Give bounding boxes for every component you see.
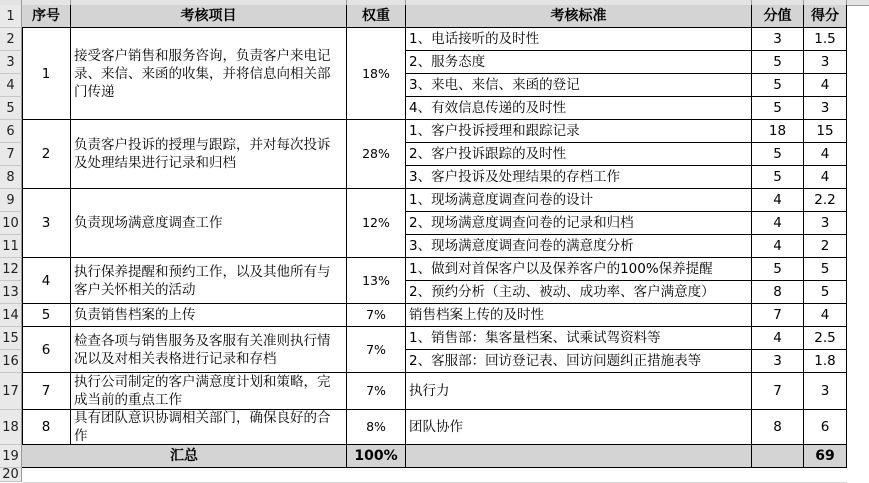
- row-header[interactable]: 13: [0, 281, 22, 304]
- criterion-got[interactable]: 4: [804, 74, 847, 97]
- criterion-standard[interactable]: 2、客服部：回访登记表、回访问题纠正措施表等: [406, 350, 752, 373]
- criterion-standard[interactable]: 3、来电、来信、来函的登记: [406, 74, 752, 97]
- criterion-standard[interactable]: 1、客户投诉授理和跟踪记录: [406, 120, 752, 143]
- group-item[interactable]: 负责销售档案的上传: [71, 304, 347, 327]
- criterion-got[interactable]: 2: [804, 235, 847, 258]
- group-item[interactable]: 负责客户投诉的授理与跟踪，并对每次投诉及处理结果进行记录和归档: [71, 120, 347, 189]
- row-header[interactable]: 19: [0, 445, 22, 468]
- criterion-got[interactable]: 15: [804, 120, 847, 143]
- group-weight[interactable]: 18%: [347, 28, 406, 120]
- criterion-standard[interactable]: 2、预约分析（主动、被动、成功率、客户满意度）: [406, 281, 752, 304]
- row-header[interactable]: 4: [0, 74, 22, 97]
- criterion-score[interactable]: 7: [752, 373, 804, 410]
- criterion-standard[interactable]: 1、做到对首保客户以及保养客户的100%保养提醒: [406, 258, 752, 281]
- group-item[interactable]: 具有团队意识协调相关部门，确保良好的合作: [71, 410, 347, 445]
- criterion-got[interactable]: 3: [804, 373, 847, 410]
- header-score[interactable]: 分值: [752, 5, 804, 28]
- column-header-divider: [405, 0, 406, 5]
- criterion-got[interactable]: 5: [804, 281, 847, 304]
- criterion-score[interactable]: 5: [752, 258, 804, 281]
- criterion-score[interactable]: 5: [752, 97, 804, 120]
- criterion-standard[interactable]: 2、服务态度: [406, 51, 752, 74]
- row-header[interactable]: 18: [0, 410, 22, 445]
- criterion-score[interactable]: 4: [752, 189, 804, 212]
- header-item[interactable]: 考核项目: [71, 5, 347, 28]
- group-no[interactable]: 7: [22, 373, 71, 410]
- group-no[interactable]: 3: [22, 189, 71, 258]
- criterion-got[interactable]: 2.2: [804, 189, 847, 212]
- row-header[interactable]: 14: [0, 304, 22, 327]
- header-got[interactable]: 得分: [804, 5, 847, 28]
- group-weight[interactable]: 7%: [347, 373, 406, 410]
- criterion-got[interactable]: 4: [804, 304, 847, 327]
- criterion-standard[interactable]: 4、有效信息传递的及时性: [406, 97, 752, 120]
- criterion-standard[interactable]: 2、客户投诉跟踪的及时性: [406, 143, 752, 166]
- criterion-got[interactable]: 3: [804, 51, 847, 74]
- summary-standard-empty[interactable]: [406, 445, 752, 468]
- row-header[interactable]: 9: [0, 189, 22, 212]
- criterion-score[interactable]: 3: [752, 28, 804, 51]
- criterion-standard[interactable]: 1、现场满意度调查问卷的设计: [406, 189, 752, 212]
- criterion-got[interactable]: 4: [804, 166, 847, 189]
- empty-row[interactable]: [22, 468, 847, 483]
- column-header-divider: [21, 0, 22, 5]
- summary-score-empty[interactable]: [752, 445, 804, 468]
- group-item[interactable]: 接受客户销售和服务咨询，负责客户来电记录、来信、来函的收集，并将信息向相关部门传递: [71, 28, 347, 120]
- criterion-standard[interactable]: 1、电话接听的及时性: [406, 28, 752, 51]
- row-header[interactable]: 10: [0, 212, 22, 235]
- column-header-divider: [346, 0, 347, 5]
- criterion-score[interactable]: 4: [752, 212, 804, 235]
- group-item[interactable]: 执行公司制定的客户满意度计划和策略，完成当前的重点工作: [71, 373, 347, 410]
- row-header[interactable]: 7: [0, 143, 22, 166]
- group-no[interactable]: 6: [22, 327, 71, 373]
- group-weight[interactable]: 13%: [347, 258, 406, 304]
- row-header[interactable]: 3: [0, 51, 22, 74]
- group-weight[interactable]: 12%: [347, 189, 406, 258]
- criterion-got[interactable]: 3: [804, 97, 847, 120]
- group-item[interactable]: 负责现场满意度调查工作: [71, 189, 347, 258]
- group-item[interactable]: 执行保养提醒和预约工作，以及其他所有与客户关怀相关的活动: [71, 258, 347, 304]
- row-header[interactable]: 17: [0, 373, 22, 410]
- criterion-got[interactable]: 2.5: [804, 327, 847, 350]
- criterion-standard[interactable]: 团队协作: [406, 410, 752, 445]
- criterion-score[interactable]: 4: [752, 327, 804, 350]
- column-header-divider: [751, 0, 752, 5]
- criterion-score[interactable]: 3: [752, 350, 804, 373]
- row-header[interactable]: 5: [0, 97, 22, 120]
- column-header-divider: [803, 0, 804, 5]
- criterion-got[interactable]: 6: [804, 410, 847, 445]
- criterion-got[interactable]: 1.5: [804, 28, 847, 51]
- group-no[interactable]: 8: [22, 410, 71, 445]
- criterion-standard[interactable]: 2、现场满意度调查问卷的记录和归档: [406, 212, 752, 235]
- group-weight[interactable]: 28%: [347, 120, 406, 189]
- criterion-score[interactable]: 8: [752, 410, 804, 445]
- criterion-score[interactable]: 7: [752, 304, 804, 327]
- summary-weight[interactable]: 100%: [347, 445, 406, 468]
- group-weight[interactable]: 8%: [347, 410, 406, 445]
- criterion-score[interactable]: 5: [752, 74, 804, 97]
- column-header-divider: [846, 0, 847, 5]
- criterion-standard[interactable]: 1、销售部：集客量档案、试乘试驾资料等: [406, 327, 752, 350]
- header-no[interactable]: 序号: [22, 5, 71, 28]
- criterion-got[interactable]: 1.8: [804, 350, 847, 373]
- criterion-score[interactable]: 5: [752, 143, 804, 166]
- criterion-got[interactable]: 4: [804, 143, 847, 166]
- criterion-score[interactable]: 4: [752, 235, 804, 258]
- row-header[interactable]: 6: [0, 120, 22, 143]
- row-header[interactable]: 20: [0, 468, 22, 482]
- criterion-score[interactable]: 5: [752, 166, 804, 189]
- criterion-standard[interactable]: 执行力: [406, 373, 752, 410]
- row-header[interactable]: 2: [0, 28, 22, 51]
- row-header[interactable]: 8: [0, 166, 22, 189]
- group-no[interactable]: 2: [22, 120, 71, 189]
- group-item[interactable]: 检查各项与销售服务及客服有关准则执行情况以及对相关表格进行记录和存档: [71, 327, 347, 373]
- group-no[interactable]: 1: [22, 28, 71, 120]
- criterion-got[interactable]: 3: [804, 212, 847, 235]
- summary-got[interactable]: 69: [804, 445, 847, 468]
- header-standard[interactable]: 考核标准: [406, 5, 752, 28]
- row-header[interactable]: 15: [0, 327, 22, 350]
- group-no[interactable]: 4: [22, 258, 71, 304]
- row-header[interactable]: 11: [0, 235, 22, 258]
- summary-label[interactable]: 汇总: [22, 445, 347, 468]
- criterion-score[interactable]: 18: [752, 120, 804, 143]
- row-header[interactable]: 16: [0, 350, 22, 373]
- group-weight[interactable]: 7%: [347, 304, 406, 327]
- criterion-standard[interactable]: 销售档案上传的及时性: [406, 304, 752, 327]
- row-header[interactable]: 1: [0, 5, 22, 28]
- criterion-standard[interactable]: 3、客户投诉及处理结果的存档工作: [406, 166, 752, 189]
- criterion-score[interactable]: 5: [752, 51, 804, 74]
- row-header[interactable]: 12: [0, 258, 22, 281]
- group-no[interactable]: 5: [22, 304, 71, 327]
- criterion-standard[interactable]: 3、现场满意度调查问卷的满意度分析: [406, 235, 752, 258]
- criterion-score[interactable]: 8: [752, 281, 804, 304]
- header-weight[interactable]: 权重: [347, 5, 406, 28]
- column-header-divider: [70, 0, 71, 5]
- criterion-got[interactable]: 5: [804, 258, 847, 281]
- group-weight[interactable]: 7%: [347, 327, 406, 373]
